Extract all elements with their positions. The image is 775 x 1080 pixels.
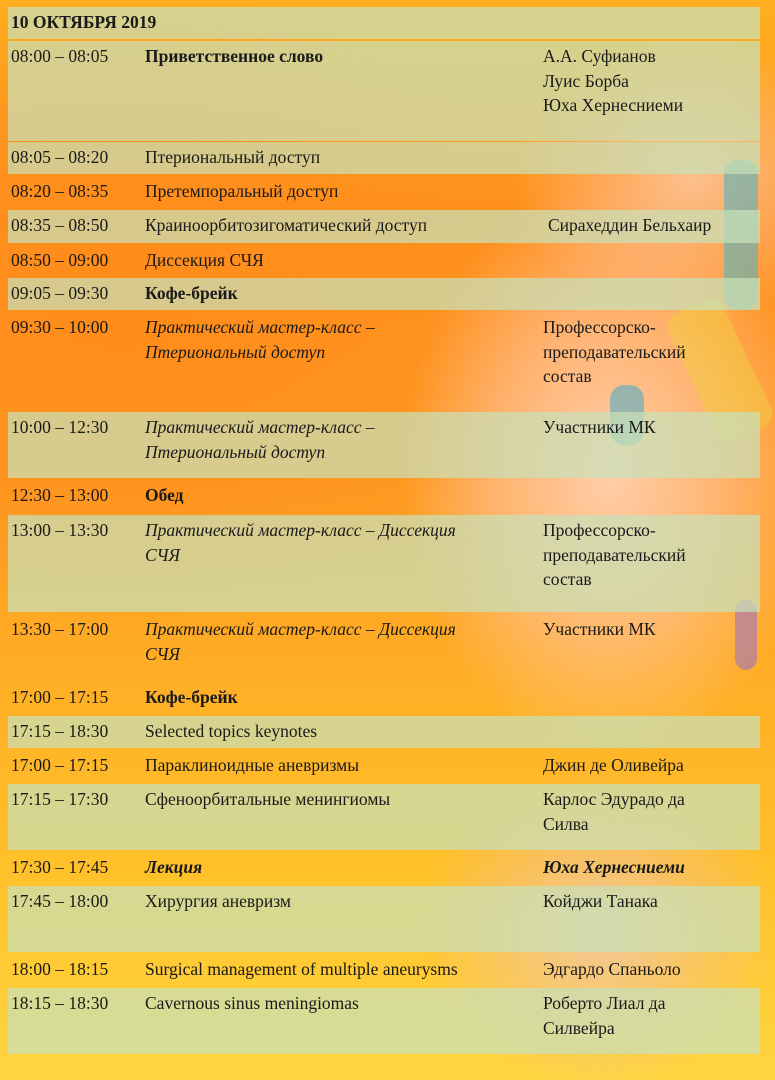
speaker-line: Профессорско- (543, 520, 656, 540)
session-speaker (543, 855, 685, 880)
schedule-date-header (8, 7, 760, 39)
session-title (145, 617, 456, 666)
speaker-line: Силва (543, 813, 589, 834)
session-time: 17:45 – 18:00 (11, 891, 109, 911)
speaker-line: Юха Хернесниеми (543, 857, 685, 877)
session-title-line: Птериональный доступ (145, 441, 326, 462)
schedule-row (8, 480, 760, 512)
schedule-row (8, 278, 760, 310)
session-title-line: Практический мастер-класс – (145, 417, 375, 437)
speaker-line: преподавательский (543, 544, 686, 565)
session-title (145, 179, 338, 204)
session-title-line: Приветственное слово (145, 46, 324, 66)
session-title-line: Диссекция СЧЯ (145, 250, 264, 270)
session-time: 13:30 – 17:00 (11, 619, 109, 639)
schedule-row (8, 988, 760, 1054)
speaker-line: Участники МК (543, 417, 656, 437)
session-title (145, 315, 375, 364)
session-title (145, 787, 390, 812)
session-title-line: Лекция (145, 857, 203, 877)
session-time: 09:05 – 09:30 (11, 283, 109, 303)
schedule-row (8, 41, 760, 141)
session-time: 18:15 – 18:30 (11, 993, 109, 1013)
schedule-row (8, 312, 760, 410)
schedule-row (8, 210, 760, 243)
session-speaker (543, 617, 656, 642)
schedule-row (8, 954, 760, 986)
schedule-row (8, 245, 760, 276)
session-speaker (543, 415, 656, 440)
session-time: 08:05 – 08:20 (11, 147, 109, 167)
schedule-row (8, 412, 760, 478)
speaker-line: состав (543, 366, 592, 386)
session-title-line: Обед (145, 485, 184, 505)
session-title-line: Претемпоральный доступ (145, 181, 339, 201)
session-title-line: Кофе-брейк (145, 687, 238, 707)
session-title-line: Сфеноорбитальные менингиомы (145, 789, 391, 809)
session-time: 10:00 – 12:30 (11, 417, 109, 437)
session-title-line: Selected topics keynotes (145, 721, 318, 741)
schedule-row (8, 784, 760, 850)
schedule-row (8, 750, 760, 782)
speaker-line: Силвейра (543, 1017, 615, 1038)
session-speaker (543, 957, 681, 982)
session-time: 17:15 – 18:30 (11, 721, 109, 741)
session-speaker (548, 213, 711, 238)
session-title-line: Практический мастер-класс – Диссекция (145, 520, 456, 540)
session-speaker (543, 518, 686, 592)
session-title-line: Птериональный доступ (145, 341, 326, 362)
session-speaker (543, 991, 665, 1040)
session-title (145, 248, 264, 273)
session-title (145, 518, 456, 567)
speaker-line: Профессорско- (543, 317, 656, 337)
speaker-line: преподавательский (543, 341, 686, 362)
schedule-row (8, 716, 760, 748)
speaker-line: Джин де Оливейра (543, 755, 684, 775)
schedule-row (8, 515, 760, 612)
session-time: 17:00 – 17:15 (11, 755, 109, 775)
session-time: 08:00 – 08:05 (11, 46, 109, 66)
session-time: 08:50 – 09:00 (11, 250, 109, 270)
session-title-line: Кофе-брейк (145, 283, 238, 303)
session-speaker (543, 315, 686, 389)
session-time: 17:15 – 17:30 (11, 789, 109, 809)
session-title (145, 44, 323, 69)
schedule-row (8, 852, 760, 884)
speaker-line: Луис Борба (543, 70, 629, 91)
session-title (145, 685, 238, 710)
session-title-line: Surgical management of multiple aneurysms (145, 959, 458, 979)
session-speaker (543, 753, 684, 778)
speaker-line: Сирахеддин Бельхаир (548, 215, 712, 235)
session-title-line: Хирургия аневризм (145, 891, 292, 911)
session-title-line: СЧЯ (145, 643, 180, 664)
speaker-line: Койджи Танака (543, 891, 658, 911)
session-speaker (543, 44, 683, 118)
speaker-line: состав (543, 569, 592, 589)
session-title (145, 483, 184, 508)
session-speaker (543, 787, 685, 836)
session-title (145, 213, 427, 238)
speaker-line: Участники МК (543, 619, 656, 639)
session-time: 13:00 – 13:30 (11, 520, 109, 540)
session-time: 12:30 – 13:00 (11, 485, 109, 505)
session-title-line: Параклиноидные аневризмы (145, 755, 359, 775)
session-title-line: Практический мастер-класс – Диссекция (145, 619, 456, 639)
schedule-row (8, 886, 760, 952)
session-title-line: Cavernous sinus meningiomas (145, 993, 359, 1013)
session-time: 18:00 – 18:15 (11, 959, 109, 979)
session-title-line: СЧЯ (145, 544, 180, 565)
session-title (145, 957, 458, 982)
session-title (145, 889, 291, 914)
session-time: 17:00 – 17:15 (11, 687, 109, 707)
session-title (145, 991, 359, 1016)
session-title (145, 145, 320, 170)
speaker-line: Роберто Лиал да (543, 993, 666, 1013)
session-title-line: Краиноорбитозигоматический доступ (145, 215, 428, 235)
session-speaker (543, 889, 658, 914)
session-time: 08:35 – 08:50 (11, 215, 109, 235)
session-time: 17:30 – 17:45 (11, 857, 109, 877)
session-title (145, 415, 375, 464)
speaker-line: А.А. Суфианов (543, 46, 656, 66)
session-time: 09:30 – 10:00 (11, 317, 109, 337)
schedule-row (8, 682, 760, 714)
speaker-line: Карлос Эдурадо да (543, 789, 685, 809)
schedule-row (8, 176, 760, 208)
session-title (145, 855, 202, 880)
session-title (145, 281, 238, 306)
session-title (145, 719, 317, 744)
date-heading: 10 ОКТЯБРЯ 2019 (11, 12, 157, 32)
session-title-line: Птериональный доступ (145, 147, 321, 167)
schedule-row (8, 614, 760, 680)
speaker-line: Эдгардо Спаньоло (543, 959, 681, 979)
session-title (145, 753, 359, 778)
session-title-line: Практический мастер-класс – (145, 317, 375, 337)
session-time: 08:20 – 08:35 (11, 181, 109, 201)
speaker-line: Юха Хернесниеми (543, 95, 684, 115)
schedule-row (8, 142, 760, 174)
